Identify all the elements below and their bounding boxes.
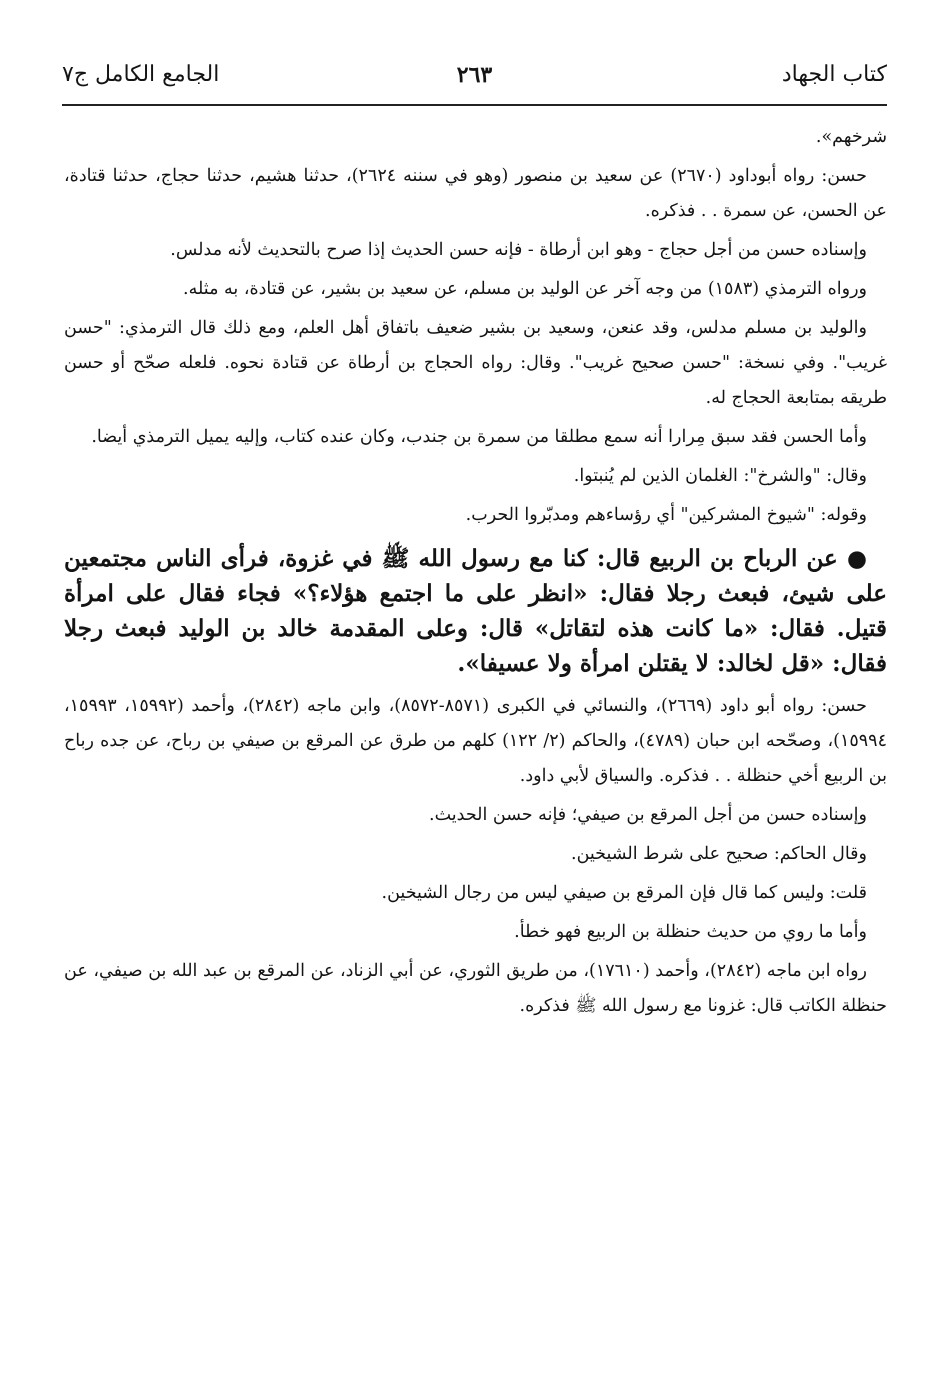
paragraph: حسن: رواه أبو داود (٢٦٦٩)، والنسائي في الكبرى (٨٥٧١-٨٥٧٢)، وابن ماجه (٢٨٤٢)، وأحمد (١٥٩٩٢، ١٥٩٩٣، ١٥٩٩٤)، وصحّحه ابن حبان (٤٧٨٩)، والحاكم (٢/ ١٢٢) كلهم من طرق عن المرقع بن صيفي بن رباح، عن جده رباح بن الربيع أخي حنظلة . . فذكره. والسياق لأبي داود. — [64, 696, 887, 786]
paragraph: شرخهم». — [815, 127, 887, 147]
book-title: الجامع الكامل ج٧ — [62, 62, 220, 87]
paragraph: وقال الحاكم: صحيح على شرط الشيخين. — [571, 844, 867, 864]
paragraph: وأما ما روي من حديث حنظلة بن الربيع فهو خطأ. — [514, 922, 867, 942]
hadith-text: ● عن الرباح بن الربيع قال: كنا مع رسول الله ﷺ في غزوة، فرأى الناس مجتمعين على شيئ، فبعث رجلا فقال: «انظر على ما اجتمع هؤلاء؟» فجاء فقال على امرأة قتيل. فقال: «ما كانت هذه لتقاتل» قال: وعلى المقدمة خالد بن الوليد فبعث رجلا فقال: «قل لخالد: لا يقتلن امرأة ولا عسيفا». — [64, 545, 887, 677]
running-header — [62, 62, 887, 96]
paragraph: رواه ابن ماجه (٢٨٤٢)، وأحمد (١٧٦١٠)، من طريق الثوري، عن أبي الزناد، عن المرقع بن عبد الله بن صيفي، عن حنظلة الكاتب قال: غزونا مع رسول الله ﷺ فذكره. — [64, 961, 887, 1016]
paragraph: وإسناده حسن من أجل حجاج - وهو ابن أرطاة - فإنه حسن الحديث إذا صرح بالتحديث لأنه مدلس. — [170, 240, 867, 260]
paragraph: وإسناده حسن من أجل المرقع بن صيفي؛ فإنه حسن الحديث. — [429, 805, 867, 825]
paragraph: وأما الحسن فقد سبق مِرارا أنه سمع مطلقا من سمرة بن جندب، وكان عنده كتاب، وإليه يميل الترمذي أيضا. — [91, 427, 867, 447]
header-rule — [62, 104, 887, 106]
paragraph: حسن: رواه أبوداود (٢٦٧٠) عن سعيد بن منصور (وهو في سننه ٢٦٢٤)، حدثنا هشيم، حدثنا حجاج، حدثنا قتادة، عن الحسن، عن سمرة . . فذكره. — [64, 166, 887, 221]
paragraph: ورواه الترمذي (١٥٨٣) من وجه آخر عن الوليد بن مسلم، عن سعيد بن بشير، عن قتادة، به مثله. — [183, 279, 867, 299]
page-number: ٢٦٣ — [456, 62, 493, 88]
paragraph: وقوله: "شيوخ المشركين" أي رؤساءهم ومدبّروا الحرب. — [465, 505, 867, 525]
chapter-title: كتاب الجهاد — [781, 62, 887, 87]
page-body — [64, 120, 887, 1340]
paragraph: وقال: "والشرخ": الغلمان الذين لم يُنبتوا. — [573, 466, 867, 486]
paragraph: قلت: وليس كما قال فإن المرقع بن صيفي ليس من رجال الشيخين. — [381, 883, 867, 903]
paragraph: والوليد بن مسلم مدلس، وقد عنعن، وسعيد بن بشير ضعيف باتفاق أهل العلم، ومع ذلك قال الترمذي: "حسن غريب". وفي نسخة: "حسن صحيح غريب". وقال: رواه الحجاج بن أرطاة عن قتادة نحوه. فلعله صحّح أو حسن طريقه بمتابعة الحجاج له. — [64, 318, 887, 408]
